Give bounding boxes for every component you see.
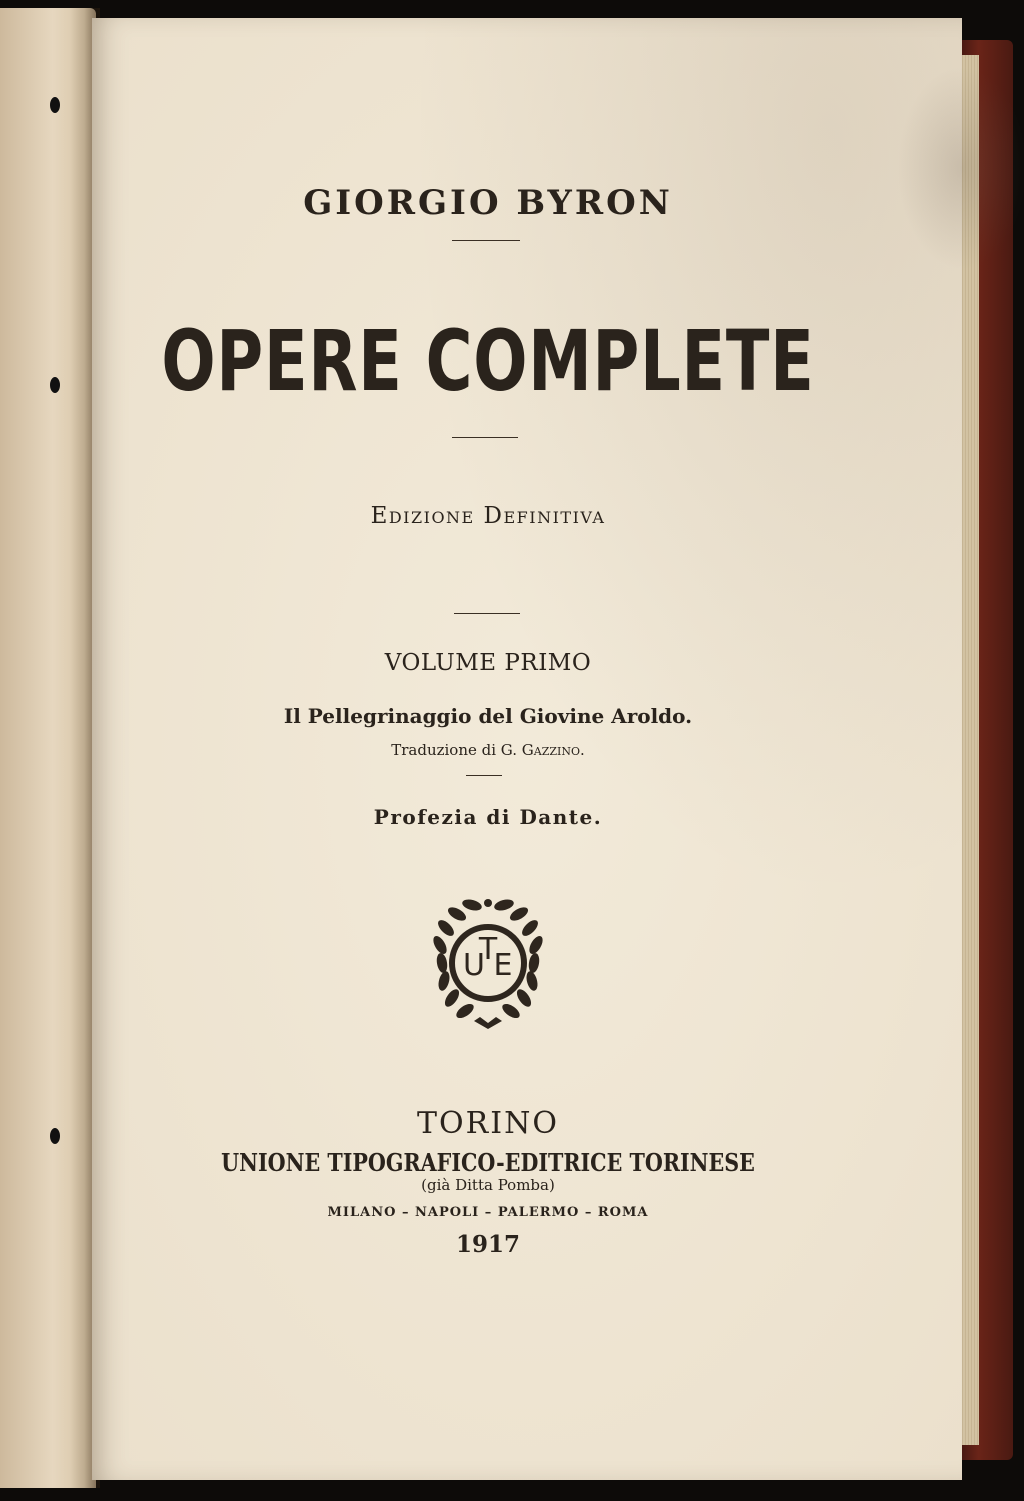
edition-label: Edizione Definitiva	[370, 503, 606, 529]
work-title-1: Il Pellegrinaggio del Giovine Aroldo.	[283, 704, 693, 728]
logo-letter-u: U	[463, 948, 485, 983]
publication-year: 1917	[455, 1231, 520, 1258]
page-smudge	[892, 58, 1024, 278]
publisher-name: UNIONE TIPOGRAFICO-EDITRICE TORINESE	[221, 1148, 755, 1177]
volume-label: VOLUME PRIMO	[384, 650, 592, 676]
publisher-former-name: (già Ditta Pomba)	[421, 1176, 555, 1194]
divider-rule	[452, 437, 518, 438]
binding-hole	[50, 97, 60, 113]
imprint-city: TORINO	[417, 1106, 559, 1141]
book-title: OPERE COMPLETE	[161, 312, 815, 410]
translator-prefix: Traduzione di G.	[391, 741, 522, 759]
divider-rule	[454, 613, 520, 614]
work-title-2: Profezia di Dante.	[373, 805, 603, 829]
translator-name: Gazzino.	[521, 741, 585, 759]
author-name: GIORGIO BYRON	[303, 183, 673, 223]
logo-letter-e: E	[493, 948, 513, 983]
divider-rule	[452, 240, 520, 241]
binding-hole	[50, 377, 60, 393]
translator-credit	[0, 741, 976, 759]
divider-rule	[466, 775, 502, 776]
logo-letter-t: T	[478, 932, 498, 967]
branch-cities: MILANO – NAPOLI – PALERMO – ROMA	[327, 1205, 649, 1220]
publisher-logo	[422, 893, 554, 1033]
